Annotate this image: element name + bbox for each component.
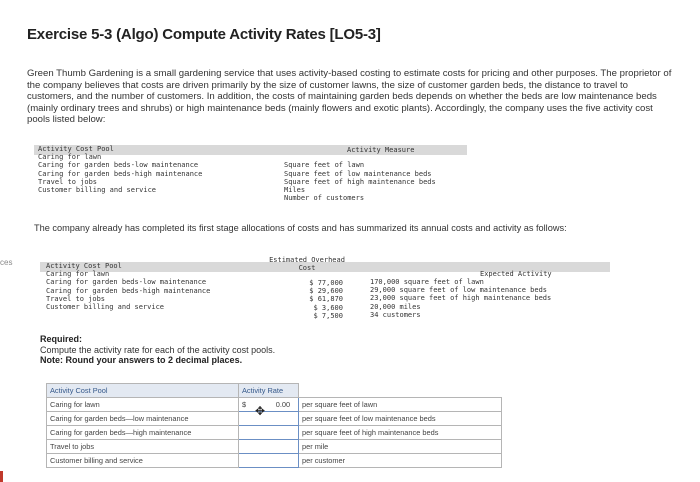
overhead-header [262, 256, 352, 272]
answer-pool-label: Customer billing and service [47, 454, 239, 468]
pool-column [46, 262, 210, 311]
rate-unit-label: per square feet of high maintenance beds [299, 426, 502, 440]
pool-row: Caring for garden beds-high maintenance [38, 169, 203, 178]
activity-cell: 20,000 miles [370, 302, 421, 311]
side-tab-label: ces [0, 258, 13, 267]
expected-activity-header: Expected Activity [480, 270, 552, 278]
rate-unit-label: per square feet of lawn [299, 398, 502, 412]
activity-rate-input[interactable] [239, 412, 299, 426]
measure-row: Miles [284, 186, 306, 195]
table-row [47, 426, 502, 440]
activity-cell: 23,000 square feet of high maintenance beds [370, 294, 552, 303]
table-row [47, 454, 502, 468]
pool-row: Caring for garden beds-low maintenance [38, 161, 199, 170]
activity-rate-input[interactable] [239, 440, 299, 454]
cost-cell: $ 29,600 [309, 287, 343, 296]
activity-cell: 29,000 square feet of low maintenance beds [370, 286, 548, 295]
measure-row: Square feet of lawn [284, 161, 365, 170]
pool-row: Caring for garden beds-high maintenance [46, 286, 211, 295]
overhead-column [293, 279, 343, 320]
pool-column [38, 145, 202, 194]
move-cursor-icon: ✥ [255, 404, 266, 418]
table-row [47, 412, 502, 426]
answer-pool-label: Caring for garden beds—low maintenance [47, 412, 239, 426]
answer-pool-label: Caring for garden beds—high maintenance [47, 426, 239, 440]
expected-activity-column [370, 278, 551, 319]
dollar-sign: $ [242, 400, 247, 409]
measure-row: Square feet of low maintenance beds [284, 169, 432, 178]
answer-pool-label: Caring for lawn [47, 398, 239, 412]
table-row [47, 398, 502, 412]
overhead-header-line2: Cost [298, 264, 316, 273]
table-row [47, 440, 502, 454]
activity-cell: 170,000 square feet of lawn [370, 278, 484, 286]
intro-paragraph: Green Thumb Gardening is a small gardening service that uses activity-based costing to estimate costs for pricing and other purposes. The proprietor of the company believes that costs are driven primarily by the size of customer lawns, the size of customer garden beds, the distance to travel to customers, and the number of customers. In addition, the costs of maintaining garden beds depends on whether the beds are low maintenance beds (mainly ordinary trees and shrubs) or high maintenance beds (mainly flowers and exotic plants). Accordingly, the company uses the five activity cost pools listed below: [27, 68, 672, 126]
activity-rate-input[interactable] [239, 398, 299, 412]
cost-cell: $ 7,500 [313, 311, 343, 320]
answer-table [46, 383, 502, 468]
stage-allocation-text: The company already has completed its first stage allocations of costs and has summarized its annual costs and activity as follows: [34, 223, 567, 233]
cost-cell: $ 3,600 [313, 303, 343, 312]
pool-row: Caring for lawn [38, 153, 102, 162]
rate-unit-label: per customer [299, 454, 502, 468]
required-text: Compute the activity rate for each of the activity cost pools. [40, 344, 276, 355]
answer-col-pool-header: Activity Cost Pool [47, 384, 239, 398]
pool-header: Activity Cost Pool [46, 262, 122, 270]
pool-row: Caring for lawn [46, 270, 110, 279]
required-section [40, 334, 275, 366]
pool-header: Activity Cost Pool [38, 145, 114, 153]
answer-col-rate-header: Activity Rate [239, 384, 299, 398]
activity-pool-table [34, 145, 467, 215]
side-marker [0, 471, 3, 482]
rate-value: 0.00 [275, 400, 291, 409]
measure-row: Square feet of high maintenance beds [284, 177, 436, 186]
summary-table [40, 256, 610, 328]
activity-rate-input[interactable] [239, 454, 299, 468]
cost-cell: $ 77,000 [309, 279, 343, 287]
measure-header: Activity Measure [347, 146, 415, 154]
pool-row: Caring for garden beds-low maintenance [46, 278, 207, 287]
answer-header-row [47, 384, 502, 398]
cost-cell: $ 61,870 [309, 295, 343, 304]
required-label: Required: [40, 334, 83, 344]
pool-row: Travel to jobs [46, 294, 106, 303]
pool-row: Travel to jobs [38, 177, 98, 186]
activity-cell: 34 customers [370, 310, 421, 319]
activity-rate-input[interactable] [239, 426, 299, 440]
note-label: Note: [40, 355, 63, 366]
answer-pool-label: Travel to jobs [47, 440, 239, 454]
pool-row: Customer billing and service [46, 303, 165, 312]
page-title: Exercise 5-3 (Algo) Compute Activity Rates [LO5-3] [27, 26, 381, 43]
measure-row: Number of customers [284, 194, 365, 203]
note-text: Round your answers to 2 decimal places. [65, 355, 243, 366]
overhead-header-line1: Estimated Overhead [269, 256, 345, 264]
measure-column [284, 145, 436, 202]
rate-unit-label: per mile [299, 440, 502, 454]
pool-row: Customer billing and service [38, 186, 157, 195]
rate-unit-label: per square feet of low maintenance beds [299, 412, 502, 426]
